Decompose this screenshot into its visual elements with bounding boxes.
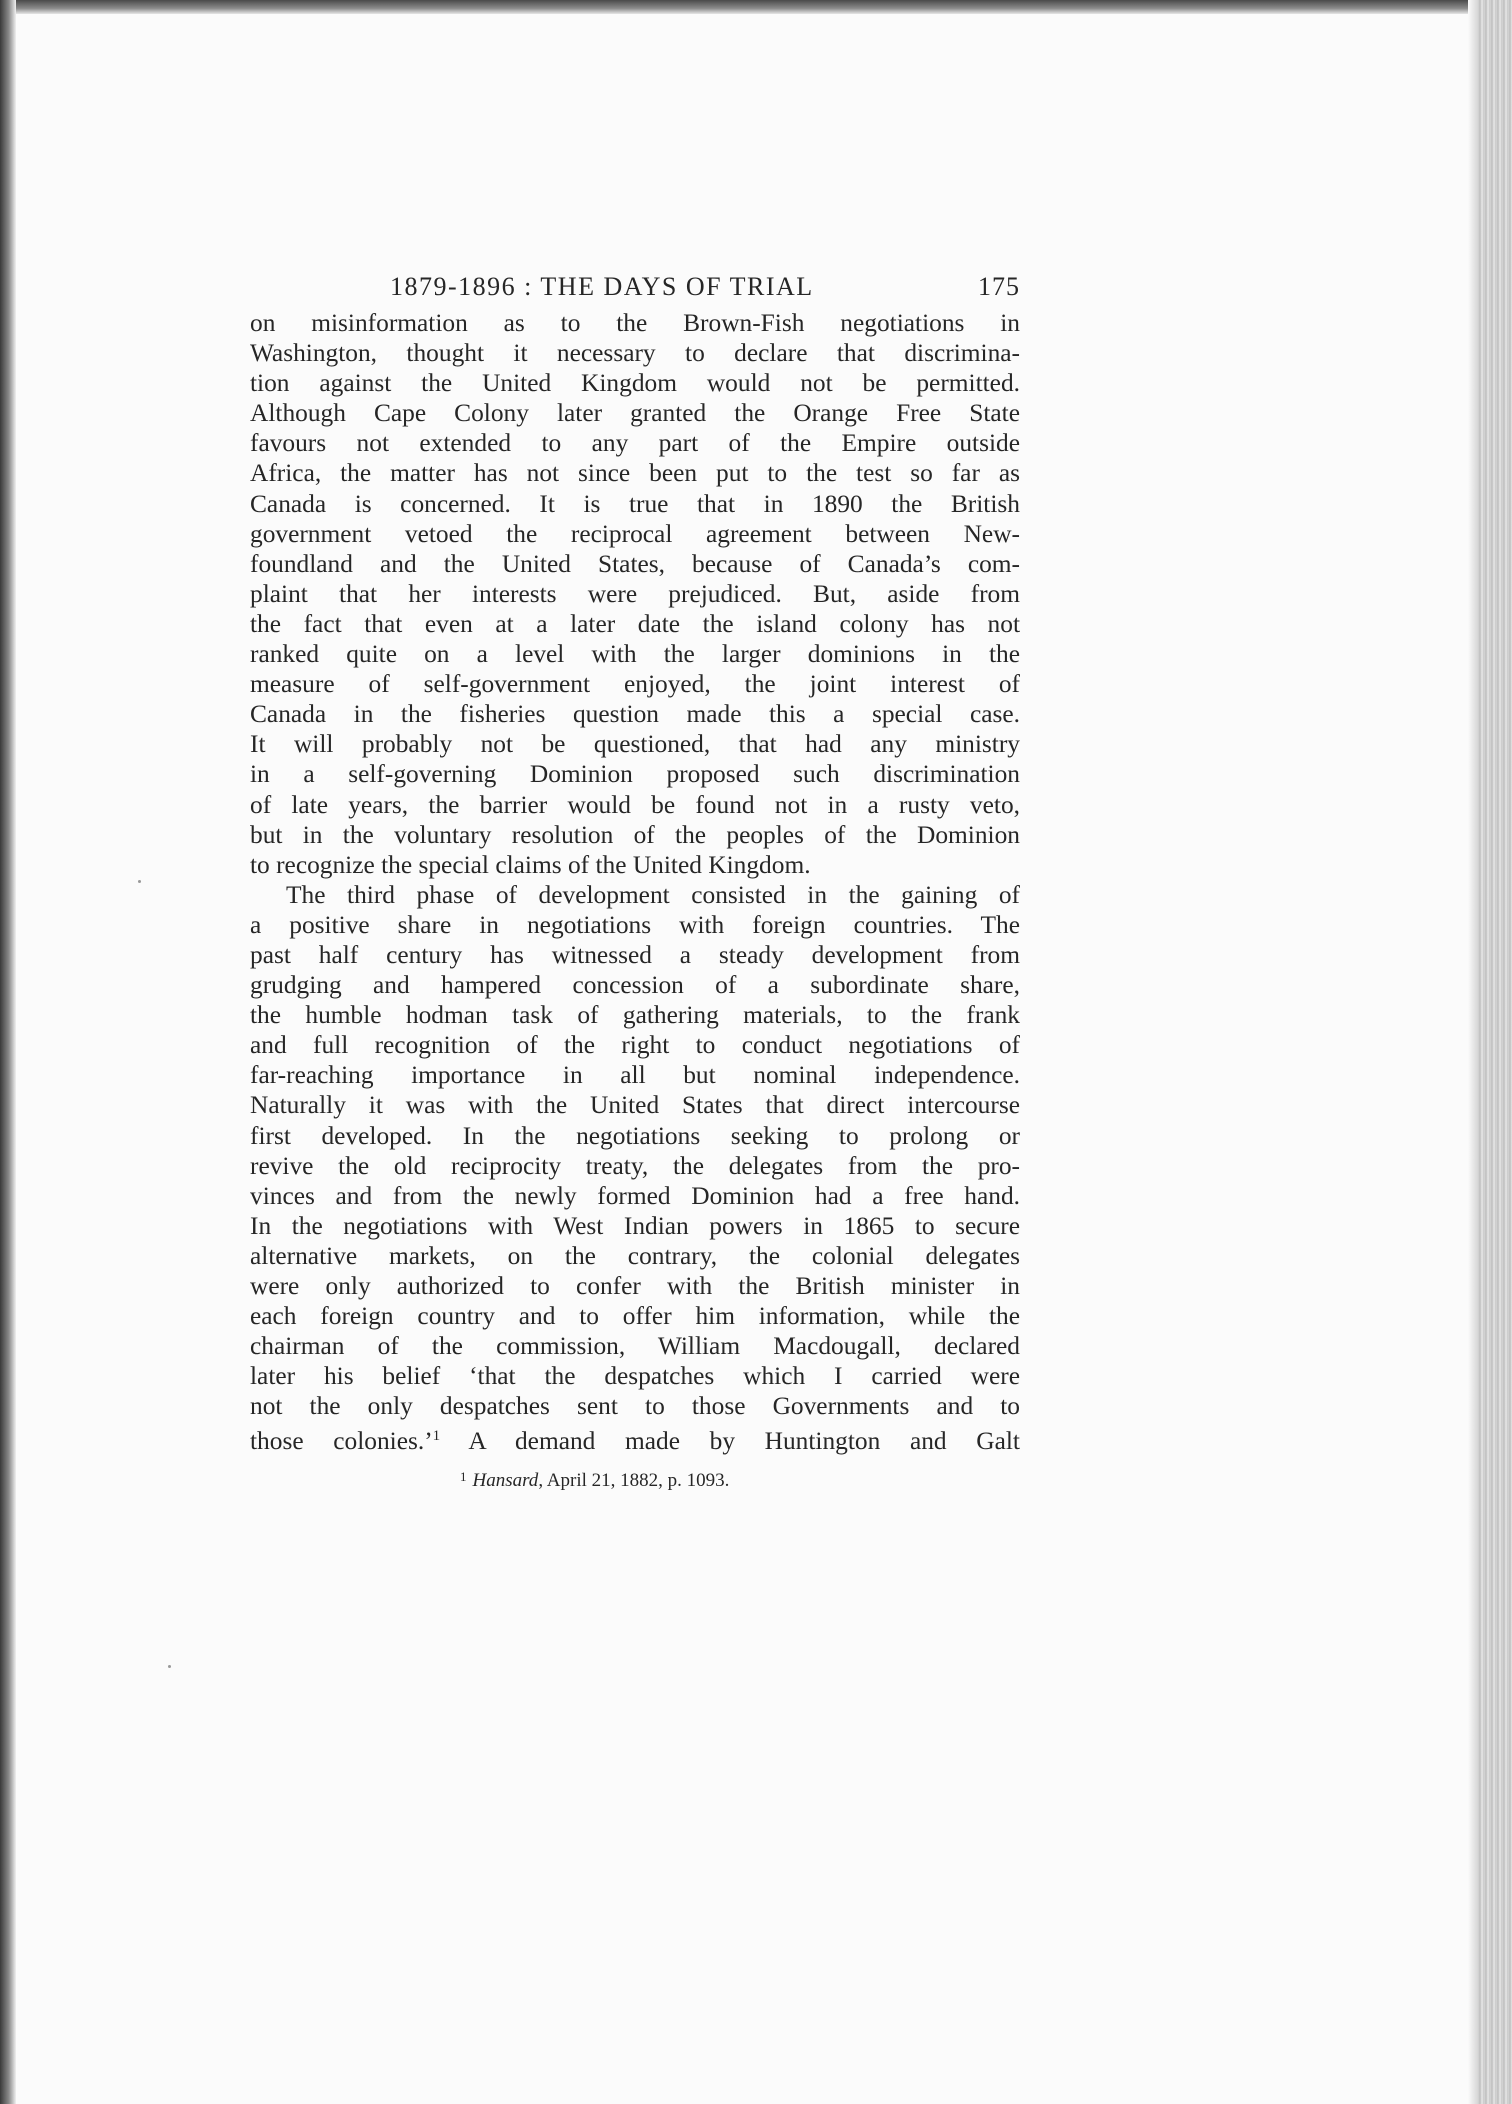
text-line: to recognize the special claims of the United Kingdom. (250, 850, 811, 879)
text-line: Canada is concerned. It is true that in 1890 the British (250, 489, 1020, 518)
text-line: Washington, thought it necessary to declare that discrimina- (250, 339, 1020, 368)
text-line: alternative markets, on the contrary, the colonial delegates (250, 1241, 1020, 1270)
footnote-source: Hansard (472, 1469, 539, 1491)
paragraph-1 (250, 308, 1020, 880)
text-line: It will probably not be questioned, that had any ministry (250, 730, 1020, 759)
text-line: chairman of the commission, William Macdougall, declared (250, 1332, 1020, 1361)
scan-left-border (0, 0, 16, 2104)
text-line: the fact that even at a later date the island colony has not (250, 609, 1020, 638)
text-line: tion against the United Kingdom would not be permitted. (250, 369, 1020, 398)
text-line: In the negotiations with West Indian powers in 1865 to secure (250, 1211, 1020, 1240)
text-line: not the only despatches sent to those Governments and to (250, 1392, 1020, 1421)
text-line: and full recognition of the right to conduct negotiations of (250, 1031, 1020, 1060)
running-title: 1879-1896 : THE DAYS OF TRIAL (390, 272, 814, 301)
text-line: on misinformation as to the Brown-Fish negotiations in (250, 309, 1020, 337)
paragraph-2 (250, 880, 1020, 1457)
page-number: 175 (978, 272, 1020, 301)
text-line: a positive share in negotiations with foreign countries. The (250, 910, 1020, 939)
text-line: Canada in the fisheries question made this a special case. (250, 700, 1020, 729)
text-line: of late years, the barrier would be found not in a rusty veto, (250, 790, 1020, 819)
scan-top-border (0, 0, 1512, 14)
book-page (250, 272, 1020, 1493)
text-line: the humble hodman task of gathering materials, to the frank (250, 1001, 1020, 1030)
text-fragment: those colonies.’ (250, 1427, 433, 1456)
text-line: ranked quite on a level with the larger dominions in the (250, 640, 1020, 669)
footnote (460, 1465, 1020, 1493)
text-line: but in the voluntary resolution of the peoples of the Dominion (250, 820, 1020, 849)
text-line: foundland and the United States, because of Canada’s com- (250, 549, 1020, 578)
text-line: plaint that her interests were prejudiced. But, aside from (250, 579, 1020, 608)
footnote-marker: 1 (460, 1468, 467, 1484)
book-page-edges (1478, 0, 1512, 2104)
text-line: revive the old reciprocity treaty, the delegates from the pro- (250, 1151, 1020, 1180)
running-head (390, 272, 1020, 302)
text-line: past half century has witnessed a steady development from (250, 940, 1020, 969)
text-line: in a self-governing Dominion proposed such discrimination (250, 760, 1020, 789)
text-line: government vetoed the reciprocal agreement between New- (250, 519, 1020, 548)
text-line: first developed. In the negotiations seeking to prolong or (250, 1121, 1020, 1150)
text-line: measure of self-government enjoyed, the joint interest of (250, 670, 1020, 699)
footnote-citation: , April 21, 1882, p. 1093. (538, 1469, 730, 1491)
text-line: later his belief ‘that the despatches which I carried were (250, 1362, 1020, 1391)
text-line: favours not extended to any part of the Empire outside (250, 429, 1020, 458)
text-line: grudging and hampered concession of a subordinate share, (250, 971, 1020, 1000)
scan-speck (138, 880, 141, 883)
text-line: Africa, the matter has not since been put to the test so far as (250, 459, 1020, 488)
scan-speck (168, 1665, 171, 1668)
text-line: far-reaching importance in all but nominal independence. (250, 1061, 1020, 1090)
text-line: were only authorized to confer with the British minister in (250, 1272, 1020, 1300)
text-line: The third phase of development consisted in the gaining of (286, 880, 1020, 909)
text-line: vinces and from the newly formed Dominion had a free hand. (250, 1181, 1020, 1210)
text-fragment: A demand made by Huntington and Galt (468, 1427, 1020, 1456)
footnote-reference[interactable]: 1 (432, 1428, 441, 1445)
text-line: each foreign country and to offer him information, while the (250, 1302, 1020, 1331)
text-line: Although Cape Colony later granted the Orange Free State (250, 399, 1020, 428)
text-line-with-footnote-ref (250, 1421, 1020, 1456)
text-line: Naturally it was with the United States that direct intercourse (250, 1091, 1020, 1120)
